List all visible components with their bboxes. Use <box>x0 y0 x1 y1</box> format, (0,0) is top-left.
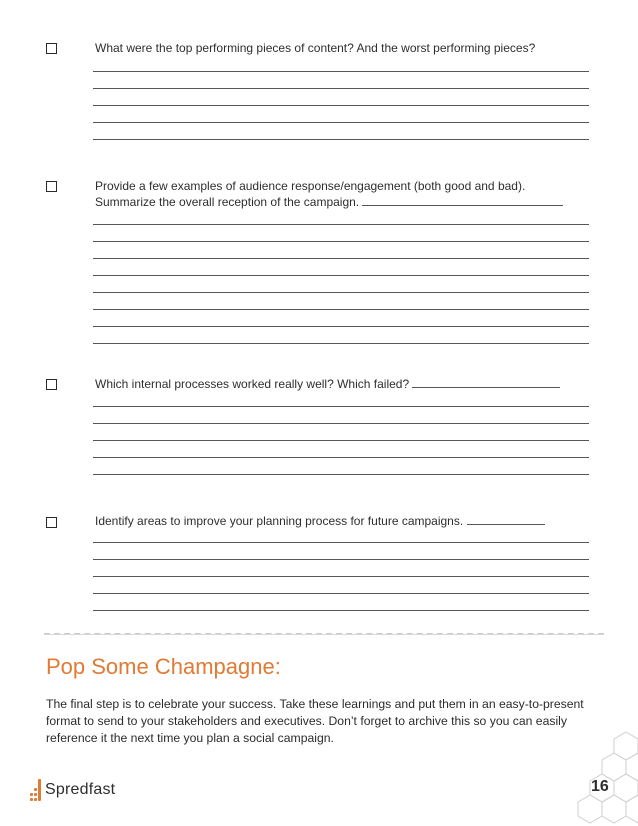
answer-rule <box>93 474 589 475</box>
checkbox-4[interactable] <box>46 517 57 528</box>
checkbox-2[interactable] <box>46 181 57 192</box>
answer-rule <box>93 457 589 458</box>
answer-rule <box>93 139 589 140</box>
page-number: 16 <box>591 778 609 795</box>
answer-rule <box>93 275 589 276</box>
answer-rule <box>93 406 589 407</box>
answer-rule <box>93 542 589 543</box>
question-text-4 <box>95 513 590 529</box>
answer-rule <box>93 559 589 560</box>
answer-rule <box>93 440 589 441</box>
inline-answer-line[interactable] <box>412 377 560 388</box>
answer-rule <box>93 343 589 344</box>
answer-rule <box>93 122 589 123</box>
answer-rule <box>93 593 589 594</box>
checkbox-3[interactable] <box>46 379 57 390</box>
answer-rule <box>93 326 589 327</box>
inline-answer-line[interactable] <box>467 514 545 525</box>
answer-rule <box>93 423 589 424</box>
answer-rule <box>93 241 589 242</box>
section-divider-underline <box>44 634 604 635</box>
inline-answer-line[interactable] <box>362 195 563 206</box>
answer-rule <box>93 576 589 577</box>
section-body: The final step is to celebrate your success. Take these learnings and put them in an easy-to-present format to send to your stakeholders and executives. Don’t forget to archive this so you can easily reference it the next time you plan a social campaign. <box>46 697 584 745</box>
checkbox-1[interactable] <box>46 43 57 54</box>
question-3-line-1: Which internal processes worked really well? Which failed? <box>95 377 410 391</box>
brand-name: Spredfast <box>45 781 116 798</box>
answer-rule <box>93 610 589 611</box>
brand-logo <box>30 778 115 802</box>
answer-rule <box>93 71 589 72</box>
spredfast-logo-icon <box>30 779 42 801</box>
question-text-3 <box>95 376 590 392</box>
question-text-1 <box>95 40 590 56</box>
answer-rule <box>93 258 589 259</box>
question-text-2 <box>95 178 590 210</box>
question-4-line-1: Identify areas to improve your planning process for future campaigns. <box>95 514 464 528</box>
answer-rule <box>93 292 589 293</box>
section-heading: Pop Some Champagne: <box>46 654 281 679</box>
question-1-line-1: What were the top performing pieces of content? And the worst performing pieces? <box>95 41 536 55</box>
answer-rule <box>93 105 589 106</box>
question-2-line-1: Provide a few examples of audience response/engagement (both good and bad). <box>95 179 526 193</box>
answer-rule <box>93 88 589 89</box>
question-2-line-2: Summarize the overall reception of the campaign. <box>95 195 360 209</box>
question-2-line-2-wrap <box>95 194 590 210</box>
answer-rule <box>93 309 589 310</box>
answer-rule <box>93 224 589 225</box>
